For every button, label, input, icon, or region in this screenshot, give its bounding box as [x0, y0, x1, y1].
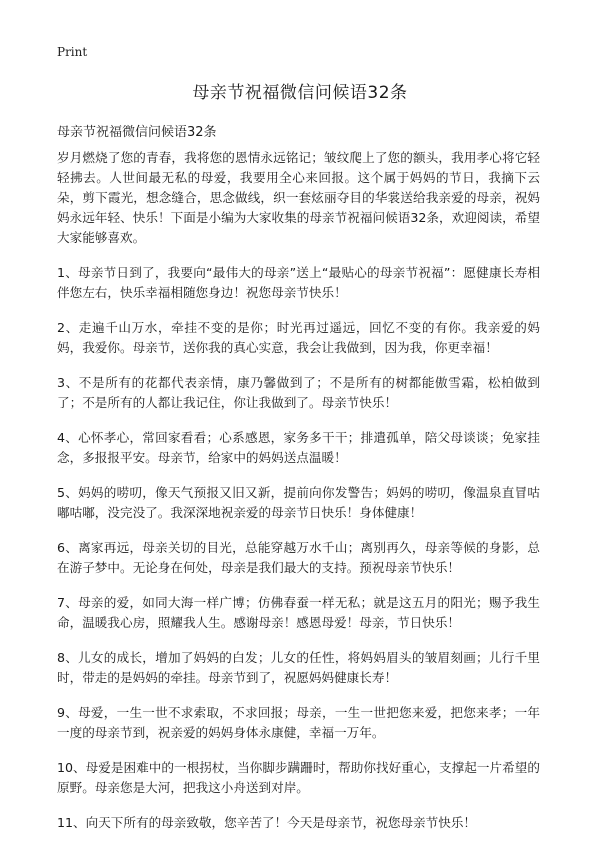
list-item: 7、母亲的爱，如同大海一样广博；仿佛春蚕一样无私；就是这五月的阳光；赐予我生命，温暖我心房，照耀我人生。感谢母亲！感恩母爱！母亲，节日快乐！ [57, 595, 540, 630]
list-item: 10、母爱是困难中的一根拐杖，当你脚步蹒跚时，帮助你找好重心，支撑起一片希望的原野。母亲您是大河，把我这小舟送到对岸。 [57, 760, 540, 795]
intro-paragraph: 岁月燃烧了您的青春，我将您的恩情永远铭记；皱纹爬上了您的额头，我用孝心将它轻轻拂去。人世间最无私的母爱，我要用全心来回报。这个属于妈妈的节日，我摘下云朵，剪下霞光，想念缝合，思念做线，织一套炫丽夺目的华裳送给我亲爱的母亲，祝妈妈永远年轻、快乐！下面是小编为大家收集的母亲节祝福问候语32条，欢迎阅读，希望大家能够喜欢。 [57, 150, 540, 245]
page-title: 母亲节祝福微信问候语32条 [192, 83, 408, 103]
list-item: 8、儿女的成长，增加了妈妈的白发；儿女的任性，将妈妈眉头的皱眉刻画；儿行千里时，带走的是妈妈的牵挂。母亲节到了，祝愿妈妈健康长寿！ [57, 650, 540, 685]
list-item: 11、向天下所有的母亲致敬，您辛苦了！今天是母亲节，祝您母亲节快乐！ [57, 815, 477, 830]
list-item: 5、妈妈的唠叨，像天气预报又旧又新，提前向你发警告；妈妈的唠叨，像温泉直冒咕嘟咕嘟，没完没了。我深深地祝亲爱的母亲节日快乐！身体健康！ [57, 485, 540, 520]
list-item: 2、走遍千山万水，牵挂不变的是你；时光再过遥远，回忆不变的有你。我亲爱的妈妈，我爱你。母亲节，送你我的真心实意，我会让我做到，因为我，你更幸福！ [57, 320, 540, 355]
list-item: 4、心怀孝心，常回家看看；心系感恩，家务多干干；排遣孤单，陪父母谈谈；免家挂念，多报报平安。母亲节，给家中的妈妈送点温暖！ [57, 430, 540, 465]
list-item: 9、母爱，一生一世不求索取，不求回报；母亲，一生一世把您来爱，把您来孝；一年一度的母亲节到，祝亲爱的妈妈身体永康健，幸福一万年。 [57, 705, 540, 740]
list-item: 6、离家再远，母亲关切的目光，总能穿越万水千山；离别再久，母亲等候的身影，总在游子梦中。无论身在何处，母亲是我们最大的支持。预祝母亲节快乐！ [57, 540, 540, 575]
article-body [57, 148, 540, 848]
list-item: 3、不是所有的花都代表亲情，康乃馨做到了；不是所有的树都能傲雪霜，松柏做到了；不是所有的人都让我记住，你让我做到了。母亲节快乐！ [57, 375, 540, 410]
page-subtitle: 母亲节祝福微信问候语32条 [57, 125, 217, 140]
print-link[interactable]: Print [57, 45, 88, 59]
list-item: 1、母亲节日到了，我要向“最伟大的母亲”送上“最贴心的母亲节祝福”：愿健康长寿相伴您左右，快乐幸福相随您身边！祝您母亲节快乐！ [57, 265, 540, 300]
